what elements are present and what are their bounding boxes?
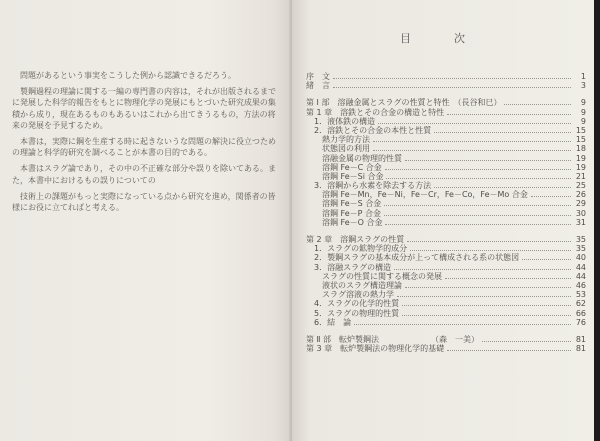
toc-page-number: 40 (575, 253, 586, 263)
toc-entry-label: 2．溶鉄とその合金の本性と性質 (314, 125, 432, 135)
toc-entry-label: 溶鋼 Fe－O 合金 (322, 217, 383, 227)
toc-entry[interactable] (306, 126, 586, 135)
toc-entry-label: 3．溶鋼から水素を除去する方法 (314, 181, 432, 191)
toc-entry[interactable] (306, 299, 586, 308)
toc-entry[interactable] (306, 272, 586, 281)
paragraph: 本書は，実際に鋼を生産する時に起きないうな問題の解決に役立つための理論と科学的研究を調べることが本書の目的である。 (12, 137, 276, 158)
toc-entry-label: 第 1 章 溶鉄とその合金の構造と特性 (306, 107, 445, 117)
toc-leader-dots (333, 78, 571, 79)
toc-leader-dots (402, 305, 571, 306)
toc-entry[interactable] (306, 144, 586, 153)
toc-page-number: 3 (580, 81, 586, 91)
toc-page-number: 46 (575, 280, 586, 290)
toc-entry[interactable] (306, 244, 586, 253)
toc-entry[interactable] (306, 218, 586, 227)
toc-page-number: 35 (575, 235, 586, 244)
preface-text (12, 70, 278, 218)
toc-leader-dots (445, 278, 571, 279)
toc-page-number: 66 (575, 308, 586, 318)
toc-entry[interactable] (306, 181, 586, 190)
toc-leader-dots (405, 287, 571, 288)
toc-leader-dots (384, 205, 571, 206)
toc-entry-label: 第 Ⅱ 部 転炉製鋼法 （森 一美） (306, 334, 480, 344)
toc-entry[interactable] (306, 172, 586, 181)
toc-page-number: 44 (575, 262, 586, 272)
toc-page-number: 19 (575, 153, 586, 163)
toc-entry-label: 液状のスラグ構造理論 (322, 280, 402, 290)
paragraph: 技術上の課題がもっと実際になっている点から研究を進め，関係者の皆様にお役に立てればと考える。 (12, 191, 276, 213)
toc-leader-dots (531, 196, 571, 197)
toc-page-number: 30 (575, 208, 586, 218)
toc-leader-dots (447, 114, 571, 115)
toc-entry[interactable] (306, 108, 586, 117)
toc-entry-label: 1．スラグの鉱物学的成分 (314, 244, 408, 254)
toc-spacer (306, 227, 586, 235)
table-of-contents (306, 72, 586, 353)
toc-leader-dots (522, 259, 571, 260)
toc-page-number: 21 (575, 171, 586, 181)
toc-leader-dots (333, 87, 571, 88)
toc-page-number: 15 (575, 135, 586, 145)
paragraph: 製鋼過程の理論に関する一編の専門書の内容は，それが出版されるまでに発展した科学的報告をもとに物理化学の発展にもとづいた研究成果の集積から成り，現在あるものもあるいはこれから出てきうるもの，方法の将来の発展を予見するため。 (12, 87, 276, 130)
toc-leader-dots (410, 250, 571, 251)
toc-leader-dots (384, 215, 571, 216)
toc-entry-label: 第 3 章 転炉製鋼法の物理化学的基礎 (306, 344, 445, 354)
toc-page-number: 81 (575, 344, 586, 354)
toc-leader-dots (373, 141, 571, 142)
toc-entry-label: 6．結 論 (314, 317, 352, 327)
toc-page-number: 81 (575, 334, 586, 344)
toc-entry[interactable] (306, 72, 586, 81)
toc-page-number: 9 (580, 116, 586, 126)
toc-entry[interactable] (306, 98, 586, 107)
toc-entry-label: スラグの性質に関する概念の発展 (322, 271, 442, 281)
toc-leader-dots (482, 341, 571, 342)
toc-entry[interactable] (306, 290, 586, 299)
toc-leader-dots (378, 123, 571, 124)
toc-leader-dots (385, 169, 571, 170)
toc-entry[interactable] (306, 163, 586, 172)
toc-entry[interactable] (306, 344, 586, 353)
toc-entry[interactable] (306, 281, 586, 290)
toc-leader-dots (434, 187, 571, 188)
toc-page-number: 29 (575, 199, 586, 209)
toc-entry-label: 4．スラグの化学的性質 (314, 299, 400, 309)
toc-entry-label: 1．液体鉄の構造 (314, 116, 376, 126)
toc-leader-dots (407, 241, 571, 242)
toc-entry-label: 溶鋼 Fe－C 合金 (322, 162, 382, 172)
toc-entry[interactable] (306, 199, 586, 208)
toc-page-number: 26 (575, 190, 586, 200)
paragraph: 問題があるという事実をこうした例から認識できるだろう。 (20, 71, 236, 80)
toc-entry-label: 序 文 (306, 72, 330, 81)
toc-leader-dots (386, 178, 571, 179)
toc-entry-label: 溶鋼 Fe－Mn，Fe－Ni，Fe－Cr，Fe－Co，Fe－Mo 合金 (322, 190, 528, 200)
toc-entry[interactable] (306, 154, 586, 163)
toc-entry-label: 溶鋼 Fe－P 合金 (322, 208, 381, 218)
toc-leader-dots (447, 350, 571, 351)
toc-entry-label: 2．製鋼スラグの基本成分が上って構成される系の状態図 (314, 253, 520, 263)
toc-leader-dots (385, 224, 571, 225)
toc-entry[interactable] (306, 209, 586, 218)
toc-leader-dots (397, 296, 571, 297)
toc-page-number: 53 (575, 290, 586, 300)
toc-page-number: 62 (575, 299, 586, 309)
toc-leader-dots (405, 160, 571, 161)
toc-leader-dots (434, 132, 571, 133)
toc-entry-label: 3．溶融スラグの構造 (314, 262, 392, 272)
toc-entry-label: 溶融金属の物理的性質 (322, 153, 402, 163)
toc-entry-label: 第 Ⅰ 部 溶融金属とスラグの性質と特性 （長谷和巳） (306, 98, 502, 108)
toc-leader-dots (402, 315, 571, 316)
toc-entry[interactable] (306, 253, 586, 262)
toc-title: 目 次 (400, 32, 481, 45)
toc-entry[interactable] (306, 235, 586, 244)
toc-page-number: 19 (575, 162, 586, 172)
toc-page-number: 76 (575, 317, 586, 327)
toc-entry[interactable] (306, 263, 586, 272)
toc-entry-label: 熱力学的方法 (322, 135, 370, 145)
toc-entry-label: 5．スラグの物理的性質 (314, 308, 400, 318)
toc-page-number: 31 (575, 217, 586, 227)
toc-entry[interactable] (306, 135, 586, 144)
toc-page-number: 18 (575, 144, 586, 154)
toc-entry[interactable] (306, 309, 586, 318)
toc-leader-dots (373, 150, 571, 151)
toc-entry-label: 溶鋼 Fe－Si 合金 (322, 171, 384, 181)
toc-page-number: 35 (575, 244, 586, 254)
toc-leader-dots (394, 269, 571, 270)
toc-entry[interactable] (306, 117, 586, 126)
toc-leader-dots (354, 324, 571, 325)
toc-leader-dots (504, 104, 571, 105)
page-edge (594, 0, 600, 441)
toc-page-number: 44 (575, 271, 586, 281)
toc-entry-label: 溶鋼 Fe－S 合金 (322, 199, 382, 209)
toc-spacer (306, 327, 586, 335)
toc-entry-label: スラグ溶液の熱力学 (322, 290, 394, 300)
toc-page-number: 9 (580, 98, 586, 108)
toc-entry[interactable] (306, 81, 586, 90)
toc-page-number: 1 (580, 72, 586, 81)
toc-entry[interactable] (306, 335, 586, 344)
toc-entry-label: 状態図の利用 (322, 144, 370, 154)
left-page (0, 0, 292, 441)
toc-entry-label: 第 2 章 溶鋼スラグの性質 (306, 235, 405, 244)
toc-page-number: 9 (580, 107, 586, 117)
toc-page-number: 15 (575, 125, 586, 135)
toc-entry[interactable] (306, 318, 586, 327)
toc-entry-label: 緒 言 (306, 81, 330, 91)
paragraph: 本書はスラグ論であり，その中の不正確な部分や誤りを除いてある。また，本書中におけるもの誤りについての (12, 164, 276, 185)
toc-page-number: 25 (575, 181, 586, 191)
